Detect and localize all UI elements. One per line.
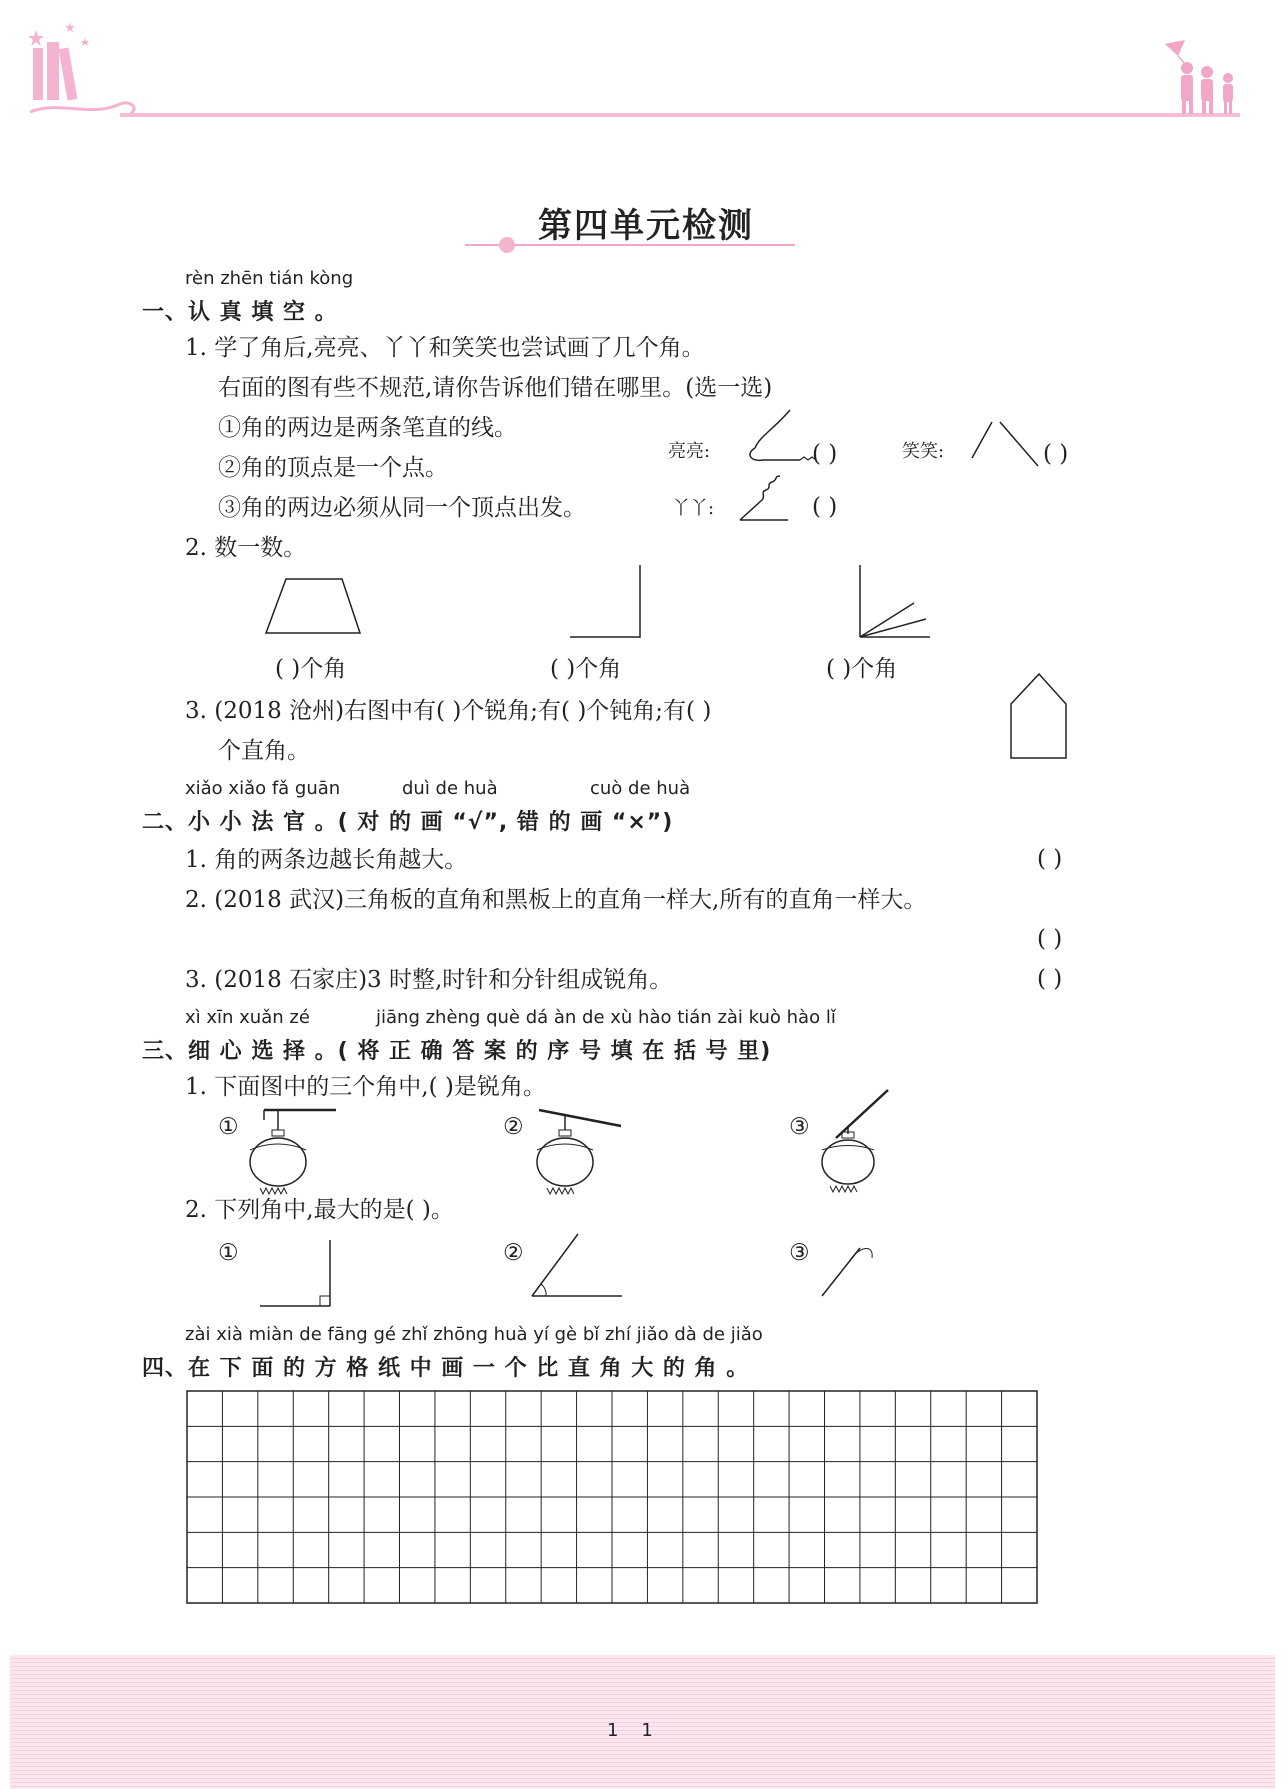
section4-heading: 四、在 下 面 的 方 格 纸 中 画 一 个 比 直 角 大 的 角 。 [142,1356,750,1381]
q2-label: 2. 数一数。 [185,535,307,561]
q2-blank3: ( )个角 [826,656,898,682]
pentagon-house-figure [1008,672,1070,762]
lantern3-figure [818,1088,908,1198]
q3-line2: 个直角。 [218,738,310,764]
s2-q3: 3. (2018 石家庄)3 时整,时针和分针组成锐角。 [185,967,673,993]
page-title: 第四单元检测 [538,206,754,246]
right-angle-figure [568,563,648,643]
q3-line1: 3. (2018 沧州)右图中有( )个锐角;有( )个钝角;有( ) [185,698,712,724]
section4-pinyin: zài xià miàn de fāng gé zhǐ zhōng huà yí gè bǐ zhí jiǎo dà de jiǎo [185,1324,763,1345]
s2-q3-paren: ( ) [1037,966,1063,992]
choice1-right-angle [258,1238,338,1310]
s3-q2-marker3: ③ [789,1240,810,1266]
s2-q1-paren: ( ) [1037,846,1063,872]
header-line [120,113,1240,117]
yaya-answer-paren: ( ) [812,494,838,520]
s3-q1: 1. 下面图中的三个角中,( )是锐角。 [185,1074,546,1100]
section1-heading: 一、认 真 填 空 。 [142,300,338,325]
section2-pinyin2: duì de huà [402,778,498,799]
yaya-angle-figure [738,474,798,524]
section1-pinyin: rèn zhēn tián kòng [185,268,354,289]
lantern1-figure [248,1108,338,1208]
section3-heading: 三、细 心 选 择 。( 将 正 确 答 案 的 序 号 填 在 括 号 里) [142,1039,772,1064]
q1-line1: 1. 学了角后,亮亮、丫丫和笑笑也尝试画了几个角。 [185,335,705,361]
s3-q1-marker3: ③ [789,1114,810,1140]
choice2-acute-angle [530,1232,630,1302]
xiaoxiao-angle-figure [970,420,1040,470]
lantern2-figure [535,1108,625,1208]
q1-option2: ②角的顶点是一个点。 [218,455,448,481]
section2-heading: 二、小 小 法 官 。( 对 的 画 “√”, 错 的 画 “×”) [142,810,674,835]
square-grid-paper[interactable] [186,1390,1038,1605]
q1-option1: ①角的两边是两条笔直的线。 [218,415,517,441]
q2-blank1: ( )个角 [275,656,347,682]
fan-angles-figure [858,563,938,643]
children-kite-icon [1165,40,1233,114]
title-underline [465,236,795,256]
q1-line2: 右面的图有些不规范,请你告诉他们错在哪里。(选一选) [218,375,773,401]
q2-blank2: ( )个角 [550,656,622,682]
choice3-angle [820,1240,890,1310]
s2-q1: 1. 角的两条边越长角越大。 [185,847,468,873]
q1-option3: ③角的两边必须从同一个顶点出发。 [218,495,586,521]
s3-q2-marker1: ① [218,1240,239,1266]
section3-pinyin1: xì xīn xuǎn zé [185,1007,310,1028]
s3-q2: 2. 下列角中,最大的是( )。 [185,1197,454,1223]
label-yaya: 丫丫: [672,498,715,519]
books-logo-icon [28,22,89,100]
s2-q2: 2. (2018 武汉)三角板的直角和黑板上的直角一样大,所有的直角一样大。 [185,887,927,913]
liangliang-answer-paren: ( ) [812,441,838,467]
swirl-icon [30,103,134,114]
s3-q2-marker2: ② [503,1240,524,1266]
xiaoxiao-answer-paren: ( ) [1043,441,1069,467]
s2-q2-paren: ( ) [1037,926,1063,952]
trapezoid-figure [264,577,364,637]
section2-pinyin1: xiǎo xiǎo fǎ guān [185,778,341,799]
page-number: 1 1 [607,1720,653,1741]
s3-q1-marker2: ② [503,1114,524,1140]
section2-pinyin3: cuò de huà [590,778,691,799]
s3-q1-marker1: ① [218,1114,239,1140]
label-xiaoxiao: 笑笑: [902,441,945,462]
label-liangliang: 亮亮: [668,441,711,462]
section3-pinyin2: jiāng zhèng què dá àn de xù hào tián zài kuò hào lǐ [376,1007,836,1028]
header-decoration [0,0,1287,130]
